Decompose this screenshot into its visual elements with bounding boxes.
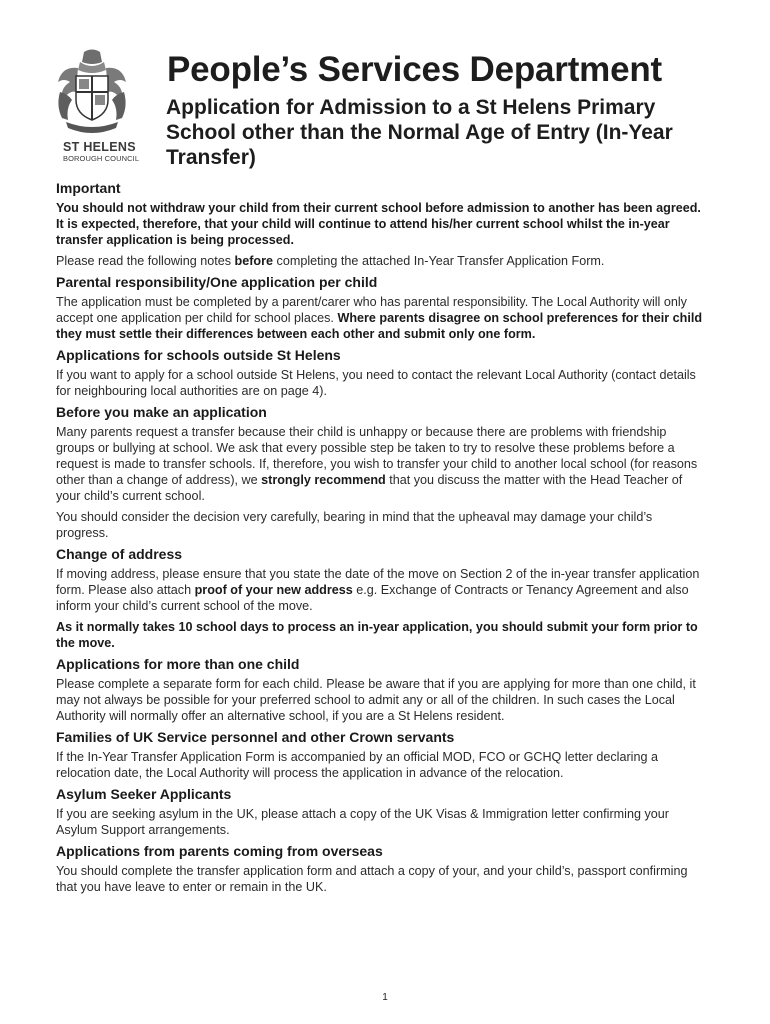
text-run: e.g. Exchange of Contracts or Tenancy Agreement and also inform your child’s current school of the move.: [56, 583, 689, 613]
section-heading: Important: [56, 180, 121, 196]
section-heading: Asylum Seeker Applicants: [56, 786, 232, 802]
withdrawal-warning: You should not withdraw your child from their current school before admission to another has been agreed. It is expected, therefore, that your child will continue to attend his/her current school whilst the in-year transfer application is being processed.: [56, 201, 701, 247]
form-subtitle: Application for Admission to a St Helens Primary School other than the Normal Age of Entry (In-Year Transfer): [166, 96, 673, 169]
section-heading: Applications for schools outside St Helens: [56, 347, 341, 363]
section-parental-responsibility: [56, 274, 706, 342]
section-paragraph: If you are seeking asylum in the UK, please attach a copy of the UK Visas & Immigration letter confirming your Asylum Support arrangements.: [56, 807, 669, 837]
section-before-application: [56, 404, 706, 541]
processing-time-note: As it normally takes 10 school days to process an in-year application, you should submit your form prior to the move.: [56, 620, 698, 650]
section-outside-st-helens: [56, 347, 706, 399]
section-heading: Change of address: [56, 546, 183, 562]
text-run: that you discuss the matter with the Head Teacher of your child’s current school.: [56, 473, 683, 503]
section-paragraph: [56, 566, 706, 614]
section-change-of-address: [56, 546, 706, 651]
section-heading: Applications for more than one child: [56, 656, 300, 672]
council-name-line2: BOROUGH COUNCIL: [63, 154, 140, 163]
section-heading: Applications from parents coming from overseas: [56, 843, 383, 859]
text-run: The application must be completed by a parent/carer who has parental responsibility. The Local Authority will only accept one application per child for school places.: [56, 295, 687, 325]
emphasis-text: before: [234, 254, 274, 268]
section-overseas: [56, 843, 706, 895]
section-paragraph: If you want to apply for a school outside St Helens, you need to contact the relevant Local Authority (contact details for neighbouring local authorities are on page 4).: [56, 368, 696, 398]
section-heading: Parental responsibility/One application per child: [56, 274, 378, 290]
council-name: [50, 140, 140, 164]
notes-content: [56, 180, 706, 900]
emphasis-text: proof of your new address: [194, 583, 353, 597]
section-more-than-one-child: [56, 656, 706, 724]
section-paragraph: [56, 424, 706, 504]
read-notes-paragraph: [56, 253, 706, 269]
text-run: Please read the following notes: [56, 254, 235, 268]
section-heading: Before you make an application: [56, 404, 267, 420]
emphasis-text: strongly recommend: [261, 473, 386, 487]
text-run: If moving address, please ensure that you state the date of the move on Section 2 of the in-year transfer application form. Please also attach: [56, 567, 700, 597]
section-heading: Families of UK Service personnel and other Crown servants: [56, 729, 455, 745]
council-name-line1: ST HELENS: [63, 140, 136, 154]
coat-of-arms-icon: [50, 48, 134, 136]
page-number: 1: [382, 992, 388, 1003]
text-run: completing the attached In-Year Transfer Application Form.: [273, 254, 605, 268]
section-asylum-seekers: [56, 786, 706, 838]
section-important: [56, 180, 706, 269]
text-run: Many parents request a transfer because their child is unhappy or because there are problems with friendship groups or bullying at school. We ask that every possible step be taken to try to resolve these problems before a request is made to transfer schools. If, therefore, you wish to transfer your child to another local school (for reasons other than a change of address), we: [56, 425, 698, 487]
section-paragraph: Please complete a separate form for each child. Please be aware that if you are applying for more than one child, it may not always be possible for your preferred school to admit any or all of the children. In such cases the Local Authority will normally offer an alternative school, if you are a St Helens resident.: [56, 677, 696, 723]
section-paragraph: If the In-Year Transfer Application Form is accompanied by an official MOD, FCO or GCHQ letter declaring a relocation date, the Local Authority will process the application in advance of the relocation.: [56, 750, 658, 780]
section-paragraph: You should complete the transfer application form and attach a copy of your, and your child’s, passport confirming that you have leave to enter or remain in the UK.: [56, 864, 688, 894]
section-paragraph: You should consider the decision very carefully, bearing in mind that the upheaval may damage your child’s progress.: [56, 510, 653, 540]
section-service-personnel: [56, 729, 706, 781]
section-paragraph: [56, 294, 706, 342]
council-crest-logo: [50, 48, 134, 136]
emphasis-text: Where parents disagree on school preferences for their child they must settle their differences between each other and submit only one form.: [56, 311, 703, 341]
department-title: People’s Services Department: [167, 50, 662, 89]
